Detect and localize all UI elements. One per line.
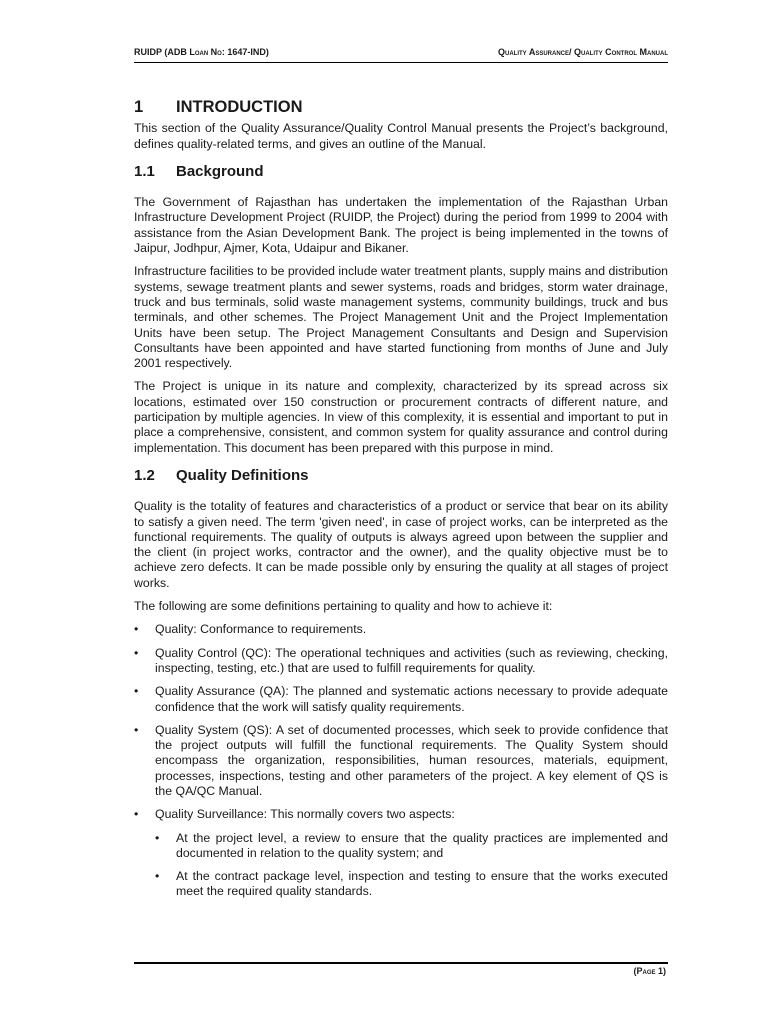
header-right: Quality Assurance/ Quality Control Manual xyxy=(498,47,668,57)
list-item-text: Quality Surveillance: This normally covers two aspects: xyxy=(155,807,455,822)
list-item: • Quality Control (QC): The operational techniques and activities (such as reviewing, checking, inspecting, testing, etc.) that are used to fulfill requirements for quality. xyxy=(134,646,668,677)
page-header xyxy=(134,47,668,57)
section-1-1-title: Background xyxy=(176,162,264,180)
section-1-1-number: 1.1 xyxy=(134,162,155,180)
section-1-1-heading xyxy=(134,164,668,179)
list-item-surveillance xyxy=(134,807,668,899)
sub-list-item: • At the contract package level, inspection and testing to ensure that the works executed meet the required quality standards. xyxy=(155,869,668,900)
list-item: • Quality: Conformance to requirements. xyxy=(134,622,668,637)
section-1-2-number: 1.2 xyxy=(134,466,155,484)
section-1-heading xyxy=(134,100,668,115)
section-1-2-heading xyxy=(134,468,668,483)
definitions-list xyxy=(134,622,668,899)
document-body xyxy=(134,100,668,908)
background-paragraph: Infrastructure facilities to be provided include water treatment plants, supply mains and distribution systems, sewage treatment plants and sewer systems, roads and bridges, storm water drainage, truck and bus terminals, solid waste management systems, community buildings, truck and bus terminals, and other schemes. The Project Management Unit and the Project Implementation Units have been setup. The Project Management Consultants and Design and Supervision Consultants have been appointed and have started functioning from months of June and July 2001 respectively. xyxy=(134,264,668,371)
section-1-title: INTRODUCTION xyxy=(176,98,303,116)
section-1-intro: This section of the Quality Assurance/Quality Control Manual presents the Project’s background, defines quality-related terms, and gives an outline of the Manual. xyxy=(134,121,668,151)
background-paragraph: The Project is unique in its nature and complexity, characterized by its spread across six locations, estimated over 150 construction or procurement contracts of different nature, and participation by multiple agencies. In view of this complexity, it is essential and important to put in place a comprehensive, consistent, and common system for quality assurance and control during implementation. This document has been prepared with this purpose in mind. xyxy=(134,379,668,455)
background-paragraph: The Government of Rajasthan has undertaken the implementation of the Rajasthan Urban Infrastructure Development Project (RUIDP, the Project) during the period from 1999 to 2004 with assistance from the Asian Development Bank. The project is being implemented in the towns of Jaipur, Jodhpur, Ajmer, Kota, Udaipur and Bikaner. xyxy=(134,195,668,256)
header-rule xyxy=(134,62,668,63)
list-item: • Quality System (QS): A set of documented processes, which seek to provide confidence that the project outputs will fulfill the functional requirements. The Quality System should encompass the organization, responsibilities, human resources, materials, equipment, processes, inspections, testing and other parameters of the project. A key element of QS is the QA/QC Manual. xyxy=(134,723,668,799)
definitions-paragraph: The following are some definitions pertaining to quality and how to achieve it: xyxy=(134,599,553,614)
section-1-2-title: Quality Definitions xyxy=(176,466,309,484)
definitions-paragraph: Quality is the totality of features and characteristics of a product or service that bear on its ability to satisfy a given need. The term 'given need', in case of project works, can be interpreted as the functional requirements. The quality of outputs is always agreed upon between the supplier and the client (in project works, contractor and the owner), and the quality objective must be to achieve zero defects. It can be made possible only by ensuring the quality at all stages of project works. xyxy=(134,499,668,590)
page-number: (Page 1) xyxy=(633,966,666,976)
list-item: • Quality Assurance (QA): The planned and systematic actions necessary to provide adequate confidence that the work will satisfy quality requirements. xyxy=(134,684,668,715)
header-left: RUIDP (ADB Loan No: 1647-IND) xyxy=(134,47,269,57)
footer-rule xyxy=(134,962,668,964)
sub-list-item: • At the project level, a review to ensure that the quality practices are implemented and documented in relation to the quality system; and xyxy=(155,831,668,862)
surveillance-sublist xyxy=(155,831,668,900)
section-1-number: 1 xyxy=(134,98,144,116)
